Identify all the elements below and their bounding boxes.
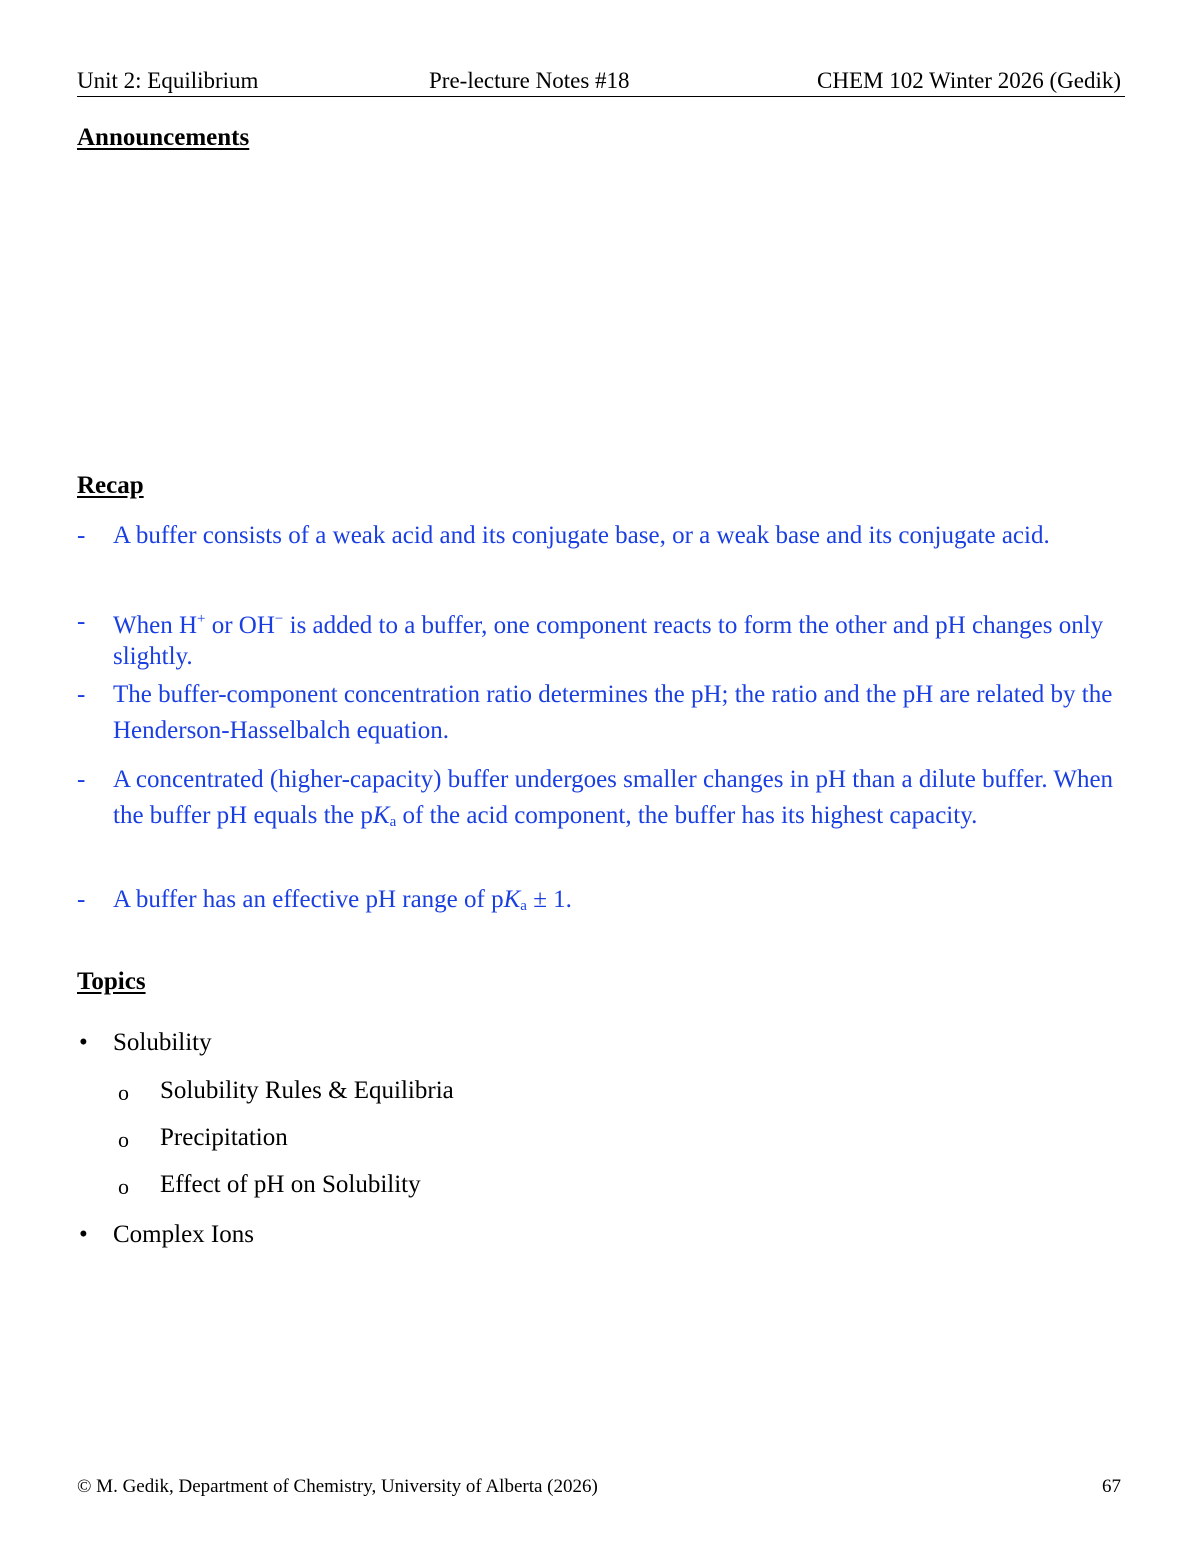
topic-text: Complex Ions — [113, 1221, 254, 1248]
recap-text-part: When H — [113, 612, 197, 639]
recap-item-text — [113, 882, 1122, 924]
recap-item-text: A buffer consists of a weak acid and its conjugate base, or a weak base and its conjugate acid. — [113, 522, 1050, 549]
subtopic-item — [118, 1077, 454, 1105]
subtopic-item — [118, 1171, 421, 1199]
recap-item — [77, 677, 1122, 749]
topics-heading: Topics — [77, 968, 146, 995]
recap-text-part: of the acid component, the buffer has its highest capacity. — [396, 802, 978, 829]
italic-k: K — [503, 886, 521, 913]
recap-text-part: is added to a buffer, one component reacts to form the other and pH changes only slightly. — [113, 612, 1104, 670]
dash-marker: - — [77, 766, 86, 793]
page-header — [77, 66, 1125, 97]
recap-item-text — [113, 762, 1122, 840]
dash-marker: - — [77, 681, 86, 708]
subscript-a: a — [520, 898, 527, 914]
header-unit: Unit 2: Equilibrium — [77, 68, 259, 93]
circle-bullet-icon: o — [118, 1174, 129, 1199]
superscript-minus: − — [274, 611, 284, 627]
announcements-heading: Announcements — [77, 124, 250, 151]
dash-marker: - — [77, 522, 86, 549]
topic-item — [79, 1029, 212, 1057]
recap-text-part: ± 1. — [526, 886, 572, 913]
bullet-icon: • — [79, 1029, 88, 1056]
superscript-plus: + — [197, 611, 206, 627]
recap-item — [77, 762, 1122, 840]
recap-text-part: A buffer has an effective pH range of p — [113, 886, 504, 913]
header-notes-title: Pre-lecture Notes #18 — [429, 68, 630, 93]
topic-text: Solubility — [113, 1029, 212, 1056]
dash-marker: - — [77, 886, 86, 913]
subtopic-item — [118, 1124, 288, 1152]
circle-bullet-icon: o — [118, 1080, 129, 1105]
header-course: CHEM 102 Winter 2026 (Gedik) — [817, 68, 1121, 93]
recap-text-part: A concentrated (higher-capacity) buffer undergoes smaller changes in pH than a dilute buffer. When the buffer pH equals the p — [113, 766, 1114, 829]
recap-item — [77, 604, 1122, 672]
footer-copyright: © M. Gedik, Department of Chemistry, University of Alberta (2026) — [77, 1476, 598, 1497]
recap-text-part: or OH — [205, 612, 275, 639]
topic-item — [79, 1221, 254, 1249]
italic-k: K — [372, 802, 390, 829]
recap-heading: Recap — [77, 472, 144, 499]
circle-bullet-icon: o — [118, 1127, 129, 1152]
subtopic-text: Precipitation — [160, 1124, 288, 1151]
recap-item-text — [113, 604, 1122, 672]
bullet-icon: • — [79, 1221, 88, 1248]
dash-marker: - — [77, 608, 86, 635]
subtopic-text: Solubility Rules & Equilibria — [160, 1077, 454, 1104]
page-number: 67 — [1102, 1476, 1121, 1497]
subtopic-text: Effect of pH on Solubility — [160, 1171, 421, 1198]
recap-item — [77, 882, 1122, 924]
subscript-a: a — [389, 814, 397, 830]
recap-item-text: The buffer-component concentration ratio determines the pH; the ratio and the pH are related by the Henderson-Hasselbalch equation. — [113, 681, 1113, 744]
recap-item — [77, 518, 1122, 554]
